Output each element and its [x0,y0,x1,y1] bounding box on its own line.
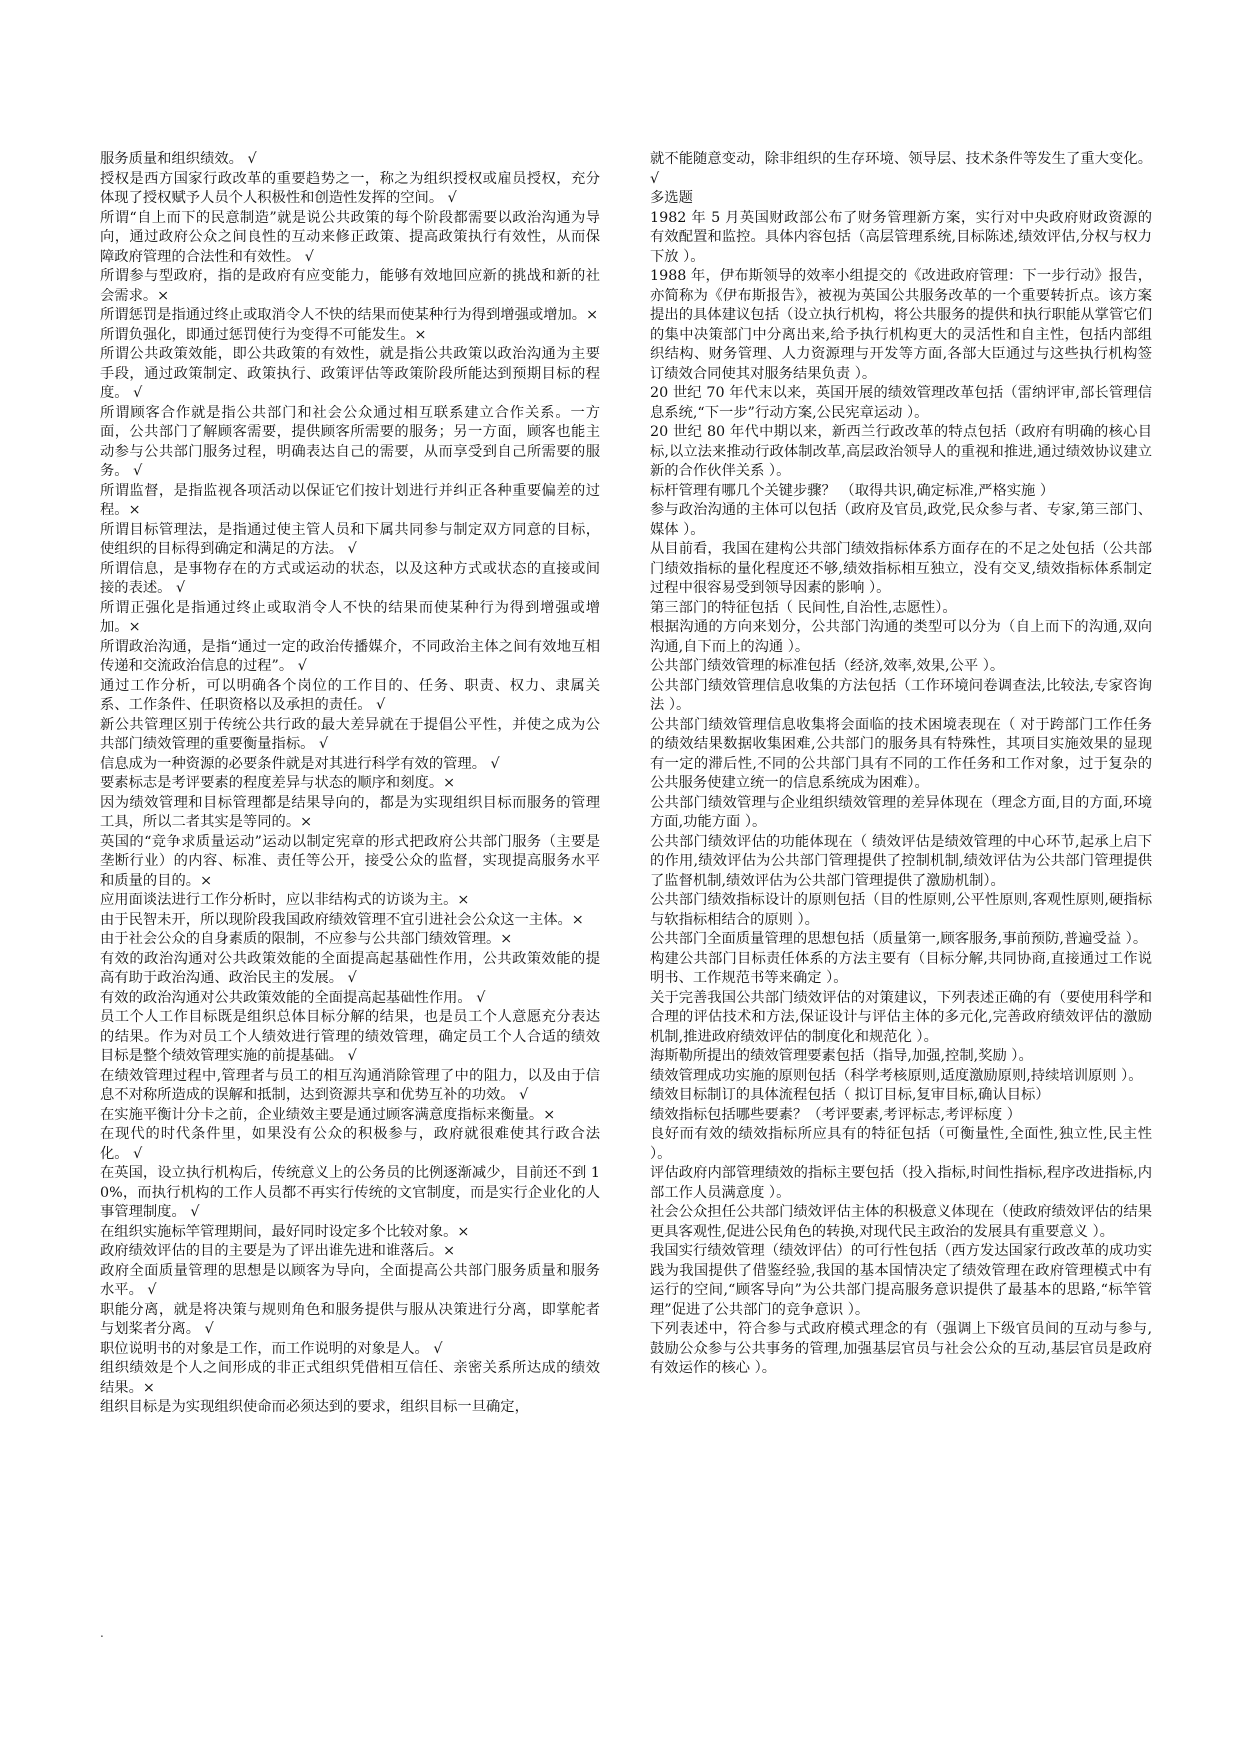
multiple-choice-item: 评估政府内部管理绩效的指标主要包括（投入指标,时间性指标,程序改进指标,内部工作人员满意度 ）。 [650,1165,1152,1201]
true-false-item: 有效的政治沟通对公共政策效能的全面提高起基础性作用。 √ [100,989,486,1006]
multiple-choice-item: 绩效管理成功实施的原则包括（科学考核原则,适度激励原则,持续培训原则 ）。 [650,1067,1143,1084]
multiple-choice-item: 下列表述中，符合参与式政府模式理念的有（强调上下级官员间的互动与参与,鼓励公众参与公共事务的管理,加强基层官员与社会公众的互动,基层官员是政府有效运作的核心 ）。 [650,1321,1152,1376]
true-false-item: 组织目标是为实现组织使命而必须达到的要求，组织目标一旦确定， [100,1399,529,1415]
true-false-item: 应用面谈法进行工作分析时，应以非结构式的访谈为主。× [100,892,470,908]
true-false-item: 组织绩效是个人之间形成的非正式组织凭借相互信任、亲密关系所达成的绩效结果。× [100,1360,600,1396]
true-false-item: 就不能随意变动，除非组织的生存环境、领导层、技术条件等发生了重大变化。 √ [650,151,1152,187]
right-column [650,150,1152,1379]
true-false-item: 新公共管理区别于传统公共行政的最大差异就在于提倡公平性，并使之成为公共部门绩效管理的重要衡量指标。 √ [100,716,600,752]
multiple-choice-item: 从目前看，我国在建构公共部门绩效指标体系方面存在的不足之处包括（公共部门绩效指标的量化程度还不够,绩效指标相互独立，没有交叉,绩效指标体系制定过程中很容易受到领导因素的影响 ）。 [650,541,1152,596]
true-false-item: 要素标志是考评要素的程度差异与状态的顺序和刻度。× [100,775,456,791]
multiple-choice-item: 公共部门绩效管理与企业组织绩效管理的差异体现在（理念方面,目的方面,环境方面,功能方面 ）。 [650,794,1152,830]
true-false-item: 因为绩效管理和目标管理都是结果导向的，都是为实现组织目标而服务的管理工具，所以二者其实是等同的。× [100,794,600,830]
true-false-item: 服务质量和组织绩效。 √ [100,151,257,167]
true-false-item: 所谓政治沟通，是指“通过一定的政治传播媒介，不同政治主体之间有效地互相传递和交流政治信息的过程”。 √ [100,638,600,674]
true-false-item: 所谓参与型政府，指的是政府有应变能力，能够有效地回应新的挑战和新的社会需求。× [100,268,600,304]
true-false-item: 所谓负强化，即通过惩罚使行为变得不可能发生。× [100,326,427,343]
multiple-choice-item: 关于完善我国公共部门绩效评估的对策建议，下列表述正确的有（要使用科学和合理的评估技术和方法,保证设计与评估主体的多元化,完善政府绩效评估的激励机制,推进政府绩效评估的制度化和规范化 ）。 [650,989,1152,1045]
multiple-choice-item: 公共部门绩效管理的标准包括（经济,效率,效果,公平 ）。 [650,658,1005,674]
true-false-item: 所谓正强化是指通过终止或取消令人不快的结果而使某种行为得到增强或增加。× [100,599,600,635]
true-false-item: 所谓公共政策效能，即公共政策的有效性，就是指公共政策以政治沟通为主要手段，通过政策制定、政策执行、政策评估等政策阶段所能达到预期目标的程度。 √ [100,346,600,401]
true-false-item: 所谓顾客合作就是指公共部门和社会公众通过相互联系建立合作关系。一方面，公共部门了解顾客需要，提供顾客所需要的服务；另一方面，顾客也能主动参与公共部门服务过程，明确表达自己的需要，从而享受到自己所需要的服务。 √ [100,404,600,479]
multiple-choice-item: 公共部门绩效管理信息收集的方法包括（工作环境问卷调查法,比较法,专家咨询法 ）。 [650,677,1152,713]
true-false-item: 在实施平衡计分卡之前，企业绩效主要是通过顾客满意度指标来衡量。× [100,1106,556,1123]
multiple-choice-item: 绩效目标制订的具体流程包括（ 拟订目标,复审目标,确认目标） [650,1087,1050,1103]
multiple-choice-item: 标杆管理有哪几个关键步骤？ （取得共识,确定标准,严格实施 ） [650,482,1055,499]
true-false-item: 所谓信息，是事物存在的方式或运动的状态，以及这种方式或状态的直接或间接的表述。 √ [100,560,600,596]
true-false-item: 授权是西方国家行政改革的重要趋势之一，称之为组织授权或雇员授权，充分体现了授权赋予人员个人积极性和创造性发挥的空间。 √ [100,170,600,206]
true-false-item: 员工个人工作目标既是组织总体目标分解的结果，也是员工个人意愿充分表达的结果。作为对员工个人绩效进行管理的绩效管理，确定员工个人合适的绩效目标是整个绩效管理实施的前提基础。 √ [100,1009,600,1064]
true-false-item: 职位说明书的对象是工作，而工作说明的对象是人。 √ [100,1340,443,1357]
true-false-item: 所谓“自上而下的民意制造”就是说公共政策的每个阶段都需要以政治沟通为导向，通过政府公众之间良性的互动来修正政策、提高政策执行有效性，从而保障政府管理的合法性和有效性。 √ [100,209,600,265]
multiple-choice-item: 20 世纪 70 年代末以来，英国开展的绩效管理改革包括（雷纳评审,部长管理信息系统,“下一步”行动方案,公民宪章运动 ）。 [650,385,1152,421]
left-column [100,150,600,1418]
multiple-choice-item: 第三部门的特征包括（ 民间性,自治性,志愿性）。 [650,599,957,616]
true-false-item: 在绩效管理过程中,管理者与员工的相互沟通消除管理了中的阻力，以及由于信息不对称所造成的误解和抵制，达到资源共享和优势互补的功效。 √ [100,1067,600,1103]
multiple-choice-item: 公共部门绩效评估的功能体现在（ 绩效评估是绩效管理的中心环节,起承上启下的作用,绩效评估为公共部门管理提供了控制机制,绩效评估为公共部门管理提供了监督机制,绩效评估为公共部门管理提供了激励机制）。 [650,833,1152,889]
multiple-choice-item: 公共部门绩效管理信息收集将会面临的技术困境表现在（ 对于跨部门工作任务的绩效结果数据收集困难,公共部门的服务具有特殊性，其项目实施效果的显现有一定的滞后性,不同的公共部门具有不同的工作任务和工作对象，过于复杂的公共服务使建立统一的信息系统成为困难）。 [650,716,1152,791]
multiple-choice-item: 1988 年，伊布斯领导的效率小组提交的《改进政府管理：下一步行动》报告，亦简称为《伊布斯报告》，被视为英国公共服务改革的一个重要转折点。该方案提出的具体建议包括（设立执行机构，将公共服务的提供和执行职能从掌管它们的集中决策部门中分离出来,给予执行机构更大的灵活性和自主性，包括内部组织结构、财务管理、人力资源理与开发等方面,各部大臣通过与这些执行机构签订绩效合同使其对服务结果负责 ）。 [650,268,1152,382]
footer-mark: . [100,1626,104,1640]
true-false-item: 政府全面质量管理的思想是以顾客为导向，全面提高公共部门服务质量和服务水平。 √ [100,1262,600,1298]
true-false-item: 所谓惩罚是指通过终止或取消令人不快的结果而使某种行为得到增强或增加。× [100,307,599,323]
true-false-item: 职能分离，就是将决策与规则角色和服务提供与服从决策进行分离，即掌舵者与划桨者分离。 √ [100,1301,600,1337]
true-false-item: 所谓目标管理法，是指通过使主管人员和下属共同参与制定双方同意的目标，使组织的目标得到确定和满足的方法。 √ [100,521,600,557]
true-false-item: 有效的政治沟通对公共政策效能的全面提高起基础性作用，公共政策效能的提高有助于政治沟通、政治民主的发展。 √ [100,950,600,986]
multiple-choice-item: 公共部门绩效指标设计的原则包括（目的性原则,公平性原则,客观性原则,硬指标与软指标相结合的原则 ）。 [650,892,1152,928]
true-false-item: 在现代的时代条件里，如果没有公众的积极参与，政府就很难使其行政合法化。 √ [100,1126,600,1162]
multiple-choice-item: 根据沟通的方向来划分，公共部门沟通的类型可以分为（自上而下的沟通,双向沟通,自下而上的沟通 ）。 [650,619,1152,655]
multiple-choice-item: 参与政治沟通的主体可以包括（政府及官员,政党,民众参与者、专家,第三部门、媒体 ）。 [650,502,1152,538]
multiple-choice-item: 我国实行绩效管理（绩效评估）的可行性包括（西方发达国家行政改革的成功实践为我国提供了借鉴经验,我国的基本国情决定了绩效管理在政府管理模式中有运行的空间,“顾客导向”为公共部门提高服务意识提供了最基本的思路,“标竿管理”促进了公共部门的竞争意识 ）。 [650,1243,1152,1318]
multiple-choice-item: 20 世纪 80 年代中期以来，新西兰行政改革的特点包括（政府有明确的核心目标,以立法来推动行政体制改革,高层政治领导人的重视和推进,通过绩效协议建立新的合作伙伴关系 ）。 [650,424,1152,479]
true-false-item: 由于民智未开，所以现阶段我国政府绩效管理不宜引进社会公众这一主体。× [100,911,584,928]
multiple-choice-item: 海斯勒所提出的绩效管理要素包括（指导,加强,控制,奖励 ）。 [650,1048,1033,1064]
multiple-choice-item: 绩效指标包括哪些要素？（考评要素,考评标志,考评标度 ） [650,1106,1022,1123]
true-false-item: 由于社会公众的自身素质的限制，不应参与公共部门绩效管理。× [100,931,513,947]
multiple-choice-item: 社会公众担任公共部门绩效评估主体的积极意义体现在（使政府绩效评估的结果更具客观性,促进公民角色的转换,对现代民主政治的发展具有重要意义 ）。 [650,1204,1152,1240]
true-false-item: 通过工作分析，可以明确各个岗位的工作目的、任务、职责、权力、隶属关系、工作条件、任职资格以及承担的责任。 √ [100,677,600,713]
multiple-choice-item: 构建公共部门目标责任体系的方法主要有（目标分解,共同协商,直接通过工作说明书、工作规范书等来确定 ）。 [650,950,1152,986]
true-false-item: 在英国，设立执行机构后，传统意义上的公务员的比例逐渐减少，目前还不到 10%，而执行机构的工作人员都不再实行传统的文官制度，而是实行企业化的人事管理制度。 √ [100,1165,600,1220]
true-false-item: 所谓监督，是指监视各项活动以保证它们按计划进行并纠正各种重要偏差的过程。× [100,482,600,518]
section-heading: 多选题 [650,190,693,206]
true-false-item: 政府绩效评估的目的主要是为了评出谁先进和谁落后。× [100,1243,456,1259]
true-false-item: 信息成为一种资源的必要条件就是对其进行科学有效的管理。 √ [100,755,500,772]
multiple-choice-item: 良好而有效的绩效指标所应具有的特征包括（可衡量性,全面性,独立性,民主性 ）。 [650,1126,1152,1162]
multiple-choice-item: 1982 年 5 月英国财政部公布了财务管理新方案，实行对中央政府财政资源的有效配置和监控。具体内容包括（高层管理系统,目标陈述,绩效评估,分权与权力下放 ）。 [650,209,1152,265]
true-false-item: 英国的“竞争求质量运动”运动以制定宪章的形式把政府公共部门服务（主要是垄断行业）的内容、标准、责任等公开，接受公众的监督，实现提高服务水平和质量的目的。× [100,833,600,889]
multiple-choice-item: 公共部门全面质量管理的思想包括（质量第一,顾客服务,事前预防,普遍受益 ）。 [650,931,1148,947]
true-false-item: 在组织实施标竿管理期间，最好同时设定多个比较对象。× [100,1223,470,1240]
